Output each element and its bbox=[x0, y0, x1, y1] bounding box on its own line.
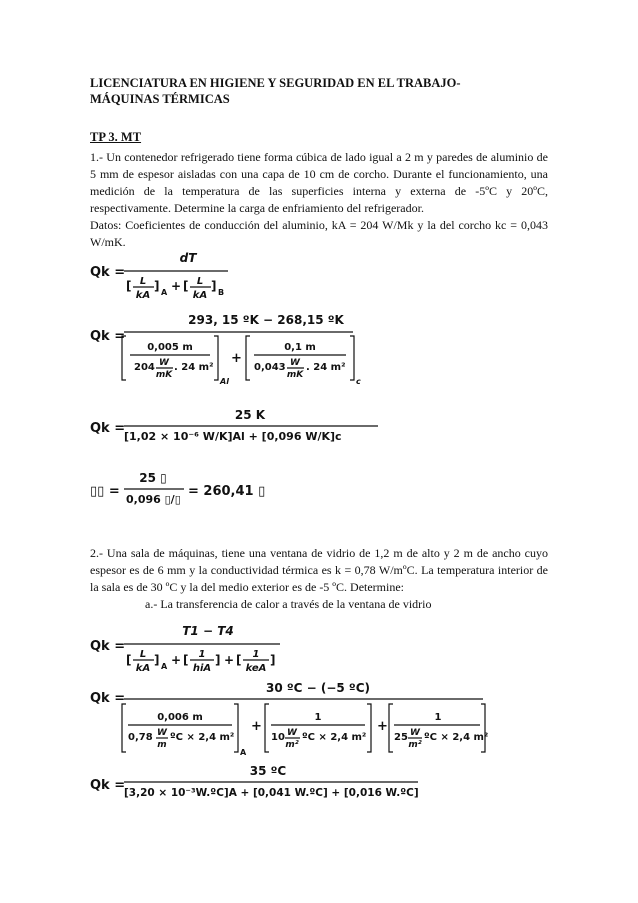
eq-term1-den: kA bbox=[135, 663, 151, 674]
svg-text:[: [ bbox=[183, 279, 189, 293]
eq-numerator: 35 ºC bbox=[249, 764, 287, 778]
tp-title: TP 3. MT bbox=[90, 130, 142, 144]
problem-2-statement: 2.- Una sala de máquinas, tiene una ventana de vidrio de 1,2 m de alto y 2 m de ancho cuyo espesor es de 6 mm y la conductividad térmica es k = 0,78 W/mºC. La temperatura interior de la sala es de 30 ºC y la del medio exterior es de -5 ºC. Determine: bbox=[90, 546, 548, 594]
glass-k: 0,78 bbox=[128, 732, 153, 743]
equation-2-1 bbox=[88, 622, 288, 678]
header-line-1: LICENCIATURA EN HIGIENE Y SEGURIDAD EN EL TRABAJO- bbox=[90, 76, 461, 90]
eq-numerator: 25 ▯ bbox=[139, 471, 167, 485]
svg-text:+: + bbox=[251, 719, 262, 734]
svg-text:]: ] bbox=[270, 653, 276, 667]
eq-denominator: 0,096 ▯/▯ bbox=[126, 493, 181, 506]
problem-1-statement bbox=[90, 149, 548, 251]
eq-term1-sub: A bbox=[161, 662, 168, 671]
he-numerator: 1 bbox=[434, 712, 442, 723]
eq-lhs: Qk = bbox=[90, 329, 126, 344]
eq-lhs: ▯▯ = bbox=[90, 484, 120, 499]
eq-term2-sub: B bbox=[218, 288, 225, 297]
al-k: 204 bbox=[134, 362, 155, 373]
eq-denominator: [1,02 × 10⁻⁶ W/K]Al + [0,096 W/K]c bbox=[124, 430, 342, 443]
svg-text:]: ] bbox=[211, 279, 217, 293]
eq-term2-den: kA bbox=[192, 290, 208, 301]
c-numerator: 0,1 m bbox=[284, 342, 316, 353]
eq-numerator: 30 ºC − (−5 ºC) bbox=[266, 681, 370, 695]
equation-1-4 bbox=[88, 468, 266, 508]
eq-term1-num: L bbox=[139, 276, 147, 287]
eq-result: = 260,41 ▯ bbox=[188, 484, 266, 499]
svg-text:]: ] bbox=[215, 653, 221, 667]
equation-1-2 bbox=[88, 310, 378, 390]
eq-plus: + bbox=[171, 279, 182, 293]
glass-sub: A bbox=[240, 748, 247, 757]
al-area: . 24 m² bbox=[174, 362, 214, 373]
eq-term3-den: keA bbox=[245, 663, 267, 674]
problem-2-item-a: a.- La transferencia de calor a través de la ventana de vidrio bbox=[145, 597, 432, 611]
eq-term1-num: L bbox=[139, 649, 147, 660]
c-sub: c bbox=[356, 377, 361, 386]
eq-plus: + bbox=[231, 351, 242, 366]
he-h: 25 bbox=[394, 732, 408, 743]
equation-2-3 bbox=[88, 762, 428, 802]
hi-numerator: 1 bbox=[314, 712, 322, 723]
al-w: W bbox=[159, 358, 169, 368]
svg-text:[: [ bbox=[183, 653, 189, 667]
eq-numerator: 25 K bbox=[234, 408, 266, 422]
c-mk: mK bbox=[286, 370, 304, 380]
eq-lhs: Qk = bbox=[90, 265, 126, 280]
eq-denominator: [3,20 × 10⁻³W.ºC]A + [0,041 W.ºC] + [0,016 W.ºC] bbox=[124, 787, 419, 799]
glass-numerator: 0,006 m bbox=[157, 712, 203, 723]
he-rest: ºC × 2,4 m² bbox=[424, 732, 489, 743]
al-mk: mK bbox=[155, 370, 173, 380]
al-numerator: 0,005 m bbox=[147, 342, 193, 353]
document-header bbox=[90, 75, 560, 107]
he-w: W bbox=[410, 728, 420, 738]
svg-text:[: [ bbox=[126, 279, 132, 293]
glass-w: W bbox=[157, 728, 167, 738]
eq-lhs: Qk = bbox=[90, 639, 126, 654]
header-line-2: MÁQUINAS TÉRMICAS bbox=[90, 92, 230, 106]
equation-1-3 bbox=[88, 405, 378, 445]
hi-h: 10 bbox=[271, 732, 285, 743]
svg-text:]: ] bbox=[154, 653, 160, 667]
hi-m: m² bbox=[285, 740, 299, 750]
eq-lhs: Qk = bbox=[90, 778, 126, 793]
svg-text:+: + bbox=[377, 719, 388, 734]
svg-text:]: ] bbox=[154, 279, 160, 293]
eq-numerator: 293, 15 ºK − 268,15 ºK bbox=[188, 313, 344, 327]
eq-lhs: Qk = bbox=[90, 691, 126, 706]
glass-rest: ºC × 2,4 m² bbox=[170, 732, 235, 743]
eq-numerator: T1 − T4 bbox=[182, 624, 234, 638]
eq-term3-num: 1 bbox=[252, 649, 260, 660]
c-k: 0,043 bbox=[254, 362, 286, 373]
svg-text:+: + bbox=[224, 653, 235, 667]
hi-w: W bbox=[287, 728, 297, 738]
equation-2-2 bbox=[88, 680, 488, 760]
eq-term2-den: hiA bbox=[192, 663, 212, 674]
he-m: m² bbox=[408, 740, 422, 750]
svg-text:[: [ bbox=[236, 653, 242, 667]
c-area: . 24 m² bbox=[306, 362, 346, 373]
svg-text:[: [ bbox=[126, 653, 132, 667]
glass-m: m bbox=[157, 740, 167, 750]
eq-numerator: dT bbox=[179, 251, 197, 265]
eq-term2-num: L bbox=[196, 276, 204, 287]
svg-text:+: + bbox=[171, 653, 182, 667]
al-sub: Al bbox=[220, 377, 229, 386]
eq-lhs: Qk = bbox=[90, 421, 126, 436]
hi-rest: ºC × 2,4 m² bbox=[302, 732, 367, 743]
eq-term2-num: 1 bbox=[198, 649, 206, 660]
eq-term1-den: kA bbox=[135, 290, 151, 301]
problem-1-text: 1.- Un contenedor refrigerado tiene forma cúbica de lado igual a 2 m y paredes de aluminio de 5 mm de espesor aisladas con una capa de 10 cm de corcho. Durante el funcionamiento, una medición de la temperatura de las superficies interna y externa de -5ºC y 20ºC, respectivamente. Determine la carga de enfriamiento del refrigerador. bbox=[90, 150, 548, 215]
eq-term1-sub: A bbox=[161, 288, 168, 297]
c-w: W bbox=[290, 358, 300, 368]
problem-1-data: Datos: Coeficientes de conducción del aluminio, kA = 204 W/Mk y la del corcho kc = 0,043 W/mK. bbox=[90, 218, 548, 249]
equation-1-1 bbox=[88, 248, 228, 304]
